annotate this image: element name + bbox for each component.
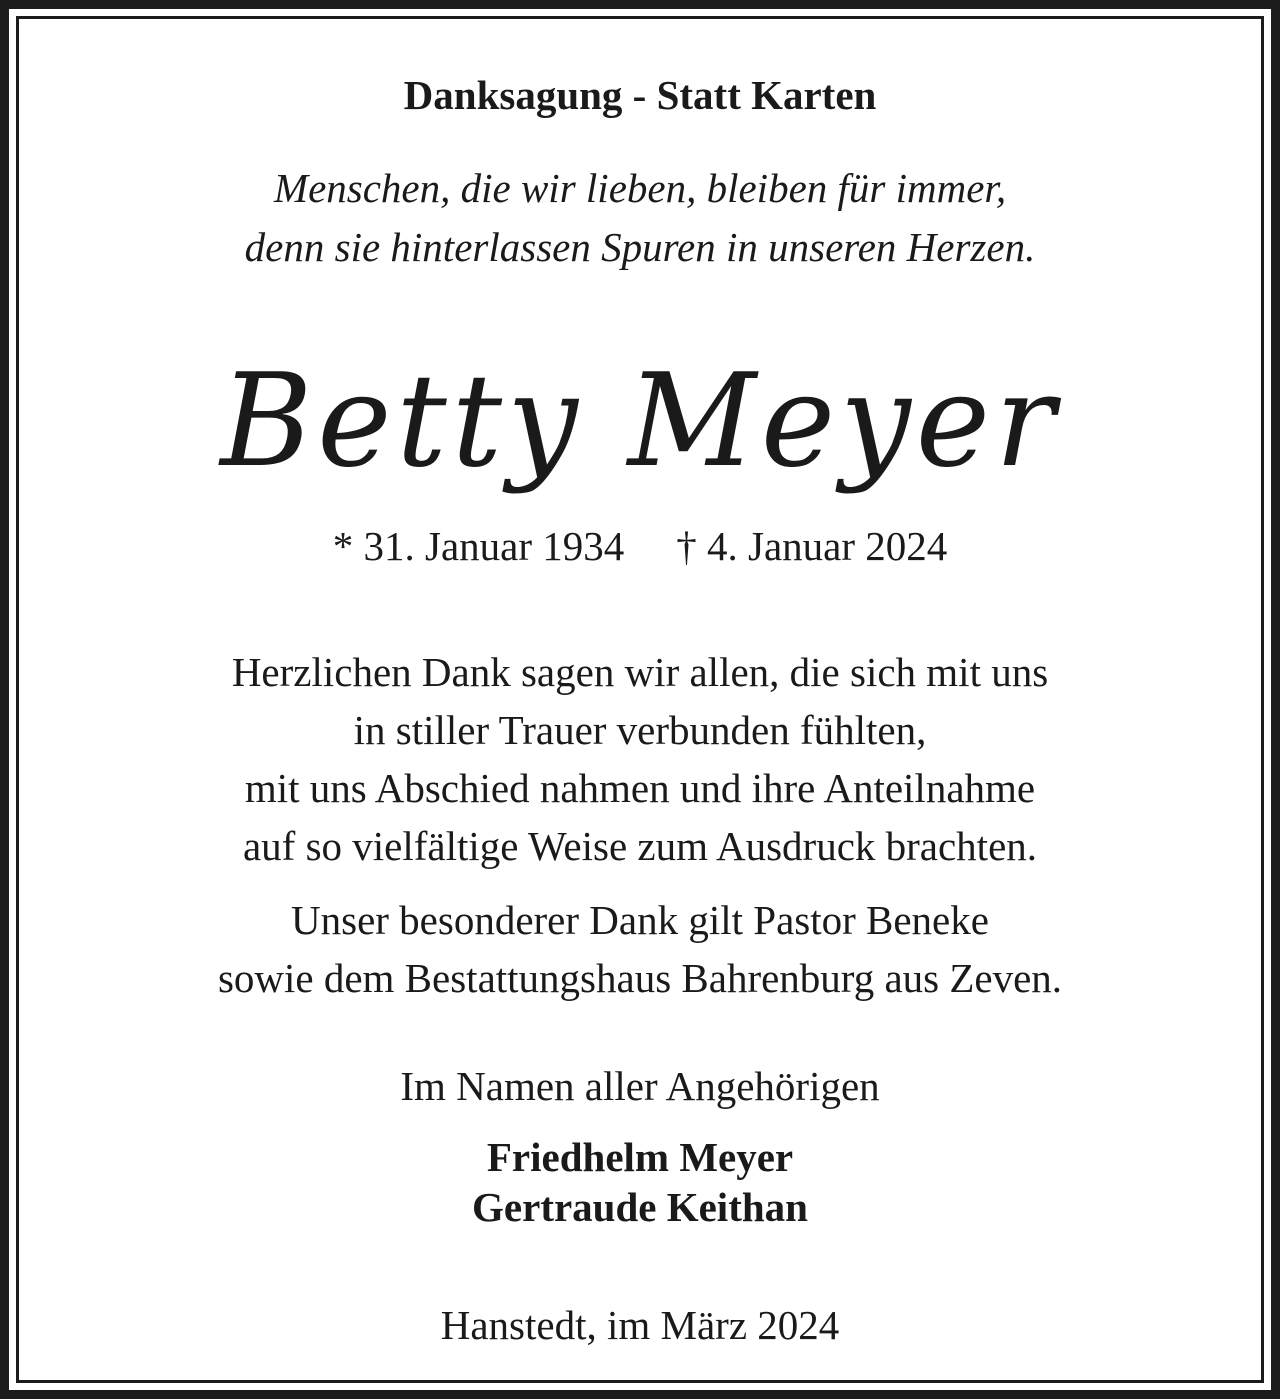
notice-headline: Danksagung - Statt Karten bbox=[403, 72, 877, 118]
thanks-line-1: Herzlichen Dank sagen wir allen, die sich mit uns bbox=[231, 649, 1049, 695]
death-date: † 4. Januar 2024 bbox=[676, 523, 948, 569]
signer-2: Gertraude Keithan bbox=[472, 1184, 808, 1230]
motto-line-1: Menschen, die wir lieben, bleiben für immer, bbox=[273, 165, 1007, 211]
thanks-line-3: mit uns Abschied nahmen und ihre Anteilnahme bbox=[244, 765, 1036, 811]
closing-line: Im Namen aller Angehörigen bbox=[400, 1063, 880, 1109]
thanks-line-2: in stiller Trauer verbunden fühlten, bbox=[353, 707, 927, 753]
signer-1: Friedhelm Meyer bbox=[486, 1134, 794, 1180]
special-thanks-line-1: Unser besonderer Dank gilt Pastor Beneke bbox=[291, 897, 989, 943]
birth-date: * 31. Januar 1934 bbox=[332, 523, 625, 569]
place-and-date: Hanstedt, im März 2024 bbox=[440, 1302, 840, 1348]
life-dates bbox=[19, 517, 1261, 575]
thanks-line-4: auf so vielfältige Weise zum Ausdruck brachten. bbox=[242, 823, 1038, 869]
deceased-name: Betty Meyer bbox=[220, 347, 1060, 496]
motto-line-2: denn sie hinterlassen Spuren in unseren Herzen. bbox=[244, 224, 1036, 270]
obituary-notice bbox=[19, 19, 1261, 1380]
special-thanks-line-2: sowie dem Bestattungshaus Bahrenburg aus Zeven. bbox=[217, 955, 1063, 1001]
